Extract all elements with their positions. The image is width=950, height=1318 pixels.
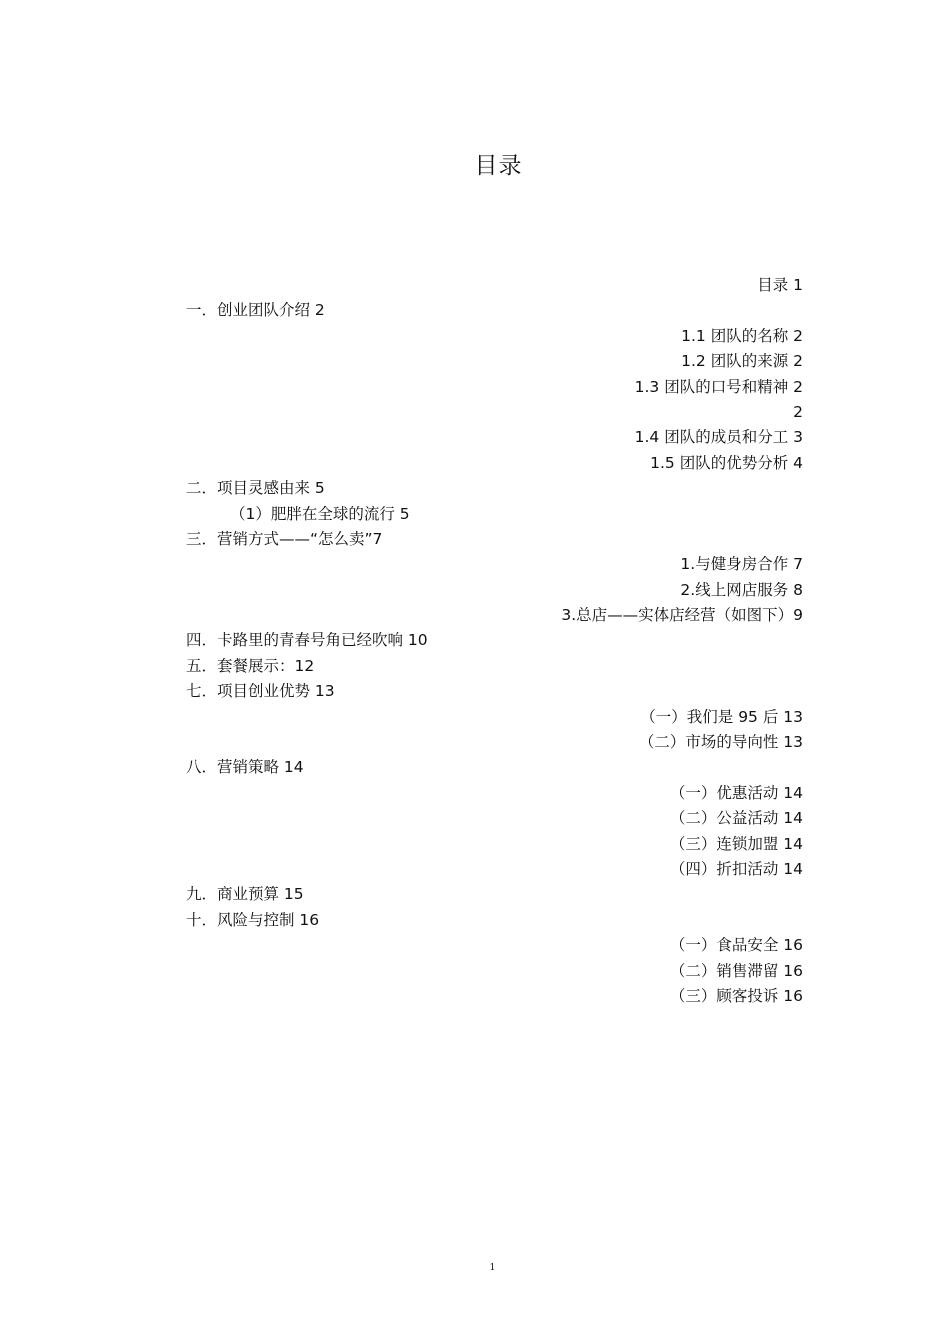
- toc-entry[interactable]: （1）肥胖在全球的流行 5: [230, 504, 410, 523]
- toc-entry[interactable]: 目录 1: [757, 276, 803, 294]
- toc-entry[interactable]: 八．营销策略 14: [186, 758, 304, 777]
- toc-entry[interactable]: （二）销售滞留 16: [669, 961, 803, 980]
- toc-entry[interactable]: 三．营销方式——“怎么卖”7: [186, 529, 383, 548]
- toc-entry[interactable]: （三）顾客投诉 16: [669, 986, 803, 1005]
- table-of-contents: [186, 273, 803, 1009]
- toc-entry[interactable]: 一．创业团队介绍 2: [186, 301, 325, 320]
- toc-entry[interactable]: 五．套餐展示：12: [186, 656, 315, 675]
- toc-entry[interactable]: （二）公益活动 14: [669, 809, 803, 828]
- toc-entry[interactable]: （二）市场的导向性 13: [638, 733, 803, 752]
- toc-entry[interactable]: （三）连锁加盟 14: [669, 834, 803, 853]
- page-title: 目录: [474, 153, 523, 179]
- page-number: 1: [489, 1263, 496, 1273]
- toc-entry[interactable]: 1.与健身房合作 7: [680, 555, 803, 574]
- toc-entry[interactable]: 四．卡路里的青春号角已经吹响 10: [186, 631, 428, 650]
- toc-entry[interactable]: （一）食品安全 16: [669, 936, 803, 955]
- toc-entry[interactable]: 1.1 团队的名称 2: [681, 326, 803, 345]
- toc-entry[interactable]: 九．商业预算 15: [186, 885, 304, 904]
- toc-entry[interactable]: 3.总店——实体店经营（如图下）9: [561, 606, 803, 625]
- toc-entry[interactable]: 2: [793, 402, 803, 421]
- toc-entry[interactable]: 1.5 团队的优势分析 4: [650, 453, 803, 472]
- toc-entry[interactable]: （一）优惠活动 14: [669, 783, 803, 802]
- toc-entry[interactable]: 1.2 团队的来源 2: [681, 352, 803, 371]
- toc-entry[interactable]: 1.4 团队的成员和分工 3: [634, 428, 803, 447]
- toc-entry[interactable]: 七．项目创业优势 13: [186, 682, 335, 701]
- toc-entry[interactable]: 2.线上网店服务 8: [680, 580, 803, 599]
- toc-entry[interactable]: （一）我们是 95 后 13: [640, 707, 803, 726]
- toc-entry[interactable]: （四）折扣活动 14: [669, 859, 803, 878]
- toc-entry[interactable]: 十．风险与控制 16: [186, 910, 320, 929]
- toc-entry[interactable]: 二．项目灵感由来 5: [186, 479, 325, 498]
- toc-entry[interactable]: 1.3 团队的口号和精神 2: [634, 377, 803, 396]
